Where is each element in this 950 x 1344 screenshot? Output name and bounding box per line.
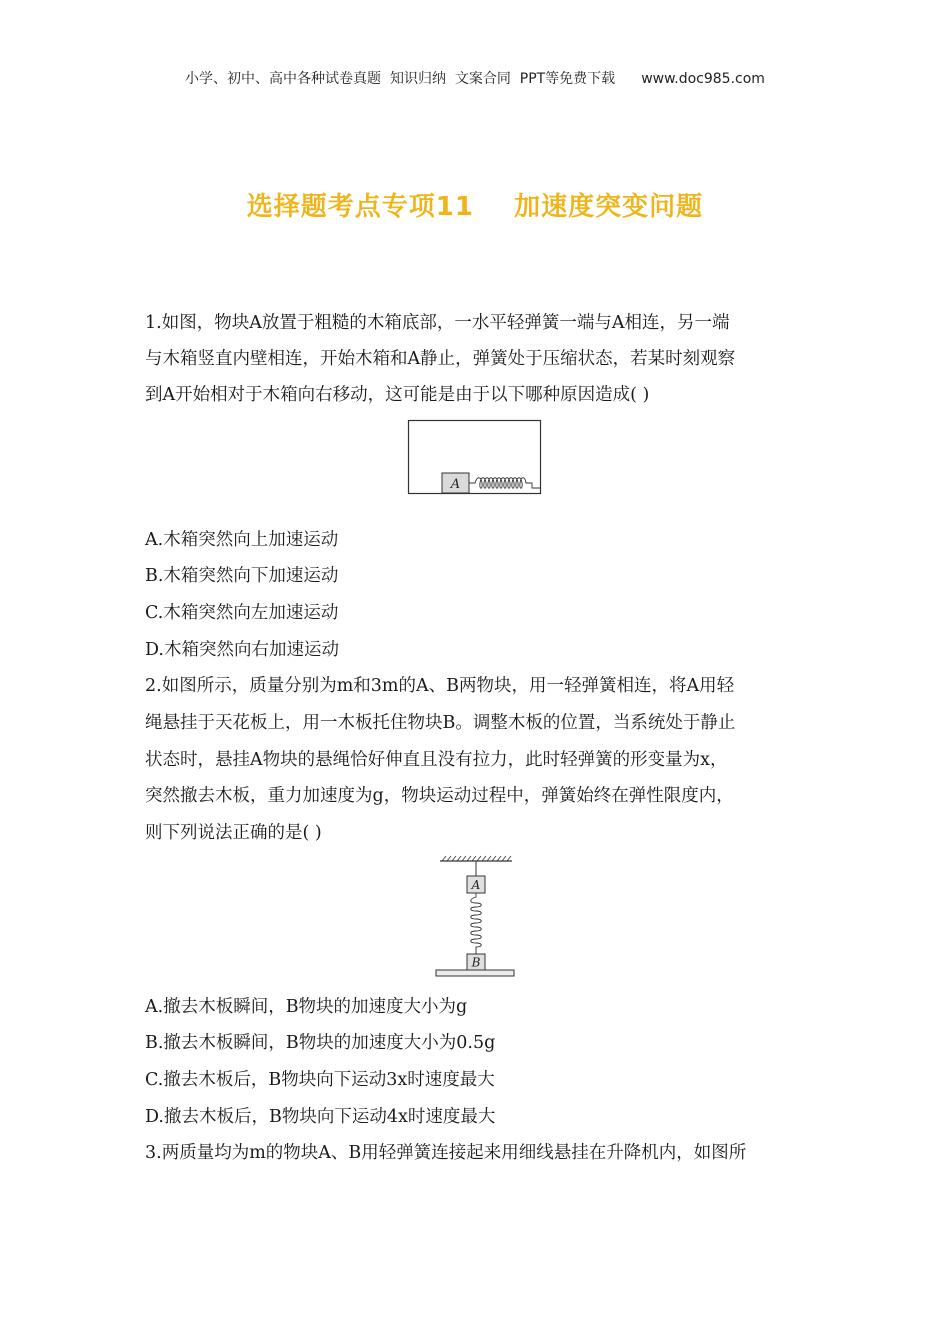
- q2-option-d: D.撤去木板后，B物块向下运动4x时速度最大: [145, 1107, 496, 1127]
- q2-line-5: 则下列说法正确的是( ): [145, 823, 322, 843]
- q1-option-d: D.木箱突然向右加速运动: [145, 640, 339, 660]
- block-a-label: A: [471, 878, 481, 892]
- q2-line-1: 2.如图所示，质量分别为m和3m的A、B两物块，用一轻弹簧相连，将A用轻: [145, 676, 735, 696]
- block-b-label: B: [471, 955, 481, 970]
- q2-option-c: C.撤去木板后，B物块向下运动3x时速度最大: [145, 1070, 495, 1090]
- q2-line-2: 绳悬挂于天花板上，用一木板托住物块B。调整木板的位置，当系统处于静止: [145, 713, 736, 733]
- spring: [471, 893, 482, 954]
- spring: [469, 478, 541, 489]
- q1-line-1: 1.如图，物块A放置于粗糙的木箱底部，一水平轻弹簧一端与A相连，另一端: [145, 313, 730, 333]
- ceiling-hatch: [442, 856, 511, 861]
- page-title: 选择题考点专项11 加速度突变问题: [246, 192, 704, 222]
- block-a-label: A: [450, 477, 461, 492]
- q2-figure-hanging-spring: [430, 855, 520, 980]
- q1-line-3: 到A开始相对于木箱向右移动，这可能是由于以下哪种原因造成( ): [145, 385, 650, 405]
- page-header: [0, 68, 950, 88]
- q1-option-b: B.木箱突然向下加速运动: [145, 566, 339, 586]
- q2-line-4: 突然撤去木板，重力加速度为g，物块运动过程中，弹簧始终在弹性限度内，: [145, 786, 734, 806]
- board: [436, 970, 514, 976]
- header-text: 小学、初中、高中各种试卷真题 知识归纳 文案合同 PPT等免费下载: [185, 71, 616, 87]
- q2-line-3: 状态时，悬挂A物块的悬绳恰好伸直且没有拉力，此时轻弹簧的形变量为x，: [145, 750, 728, 770]
- q2-option-a: A.撤去木板瞬间，B物块的加速度大小为g: [145, 997, 468, 1017]
- q1-option-a: A.木箱突然向上加速运动: [145, 530, 339, 550]
- q3-line-1: 3.两质量均为m的物块A、B用轻弹簧连接起来用细线悬挂在升降机内，如图所: [145, 1143, 747, 1163]
- q2-option-b: B.撤去木板瞬间，B物块的加速度大小为0.5g: [145, 1033, 496, 1053]
- q1-line-2: 与木箱竖直内壁相连，开始木箱和A静止，弹簧处于压缩状态，若某时刻观察: [145, 349, 736, 369]
- q1-option-c: C.木箱突然向左加速运动: [145, 603, 339, 623]
- q1-figure-box-spring: [400, 415, 550, 500]
- crate-outline: [409, 421, 541, 494]
- header-site-link[interactable]: www.doc985.com: [641, 71, 765, 87]
